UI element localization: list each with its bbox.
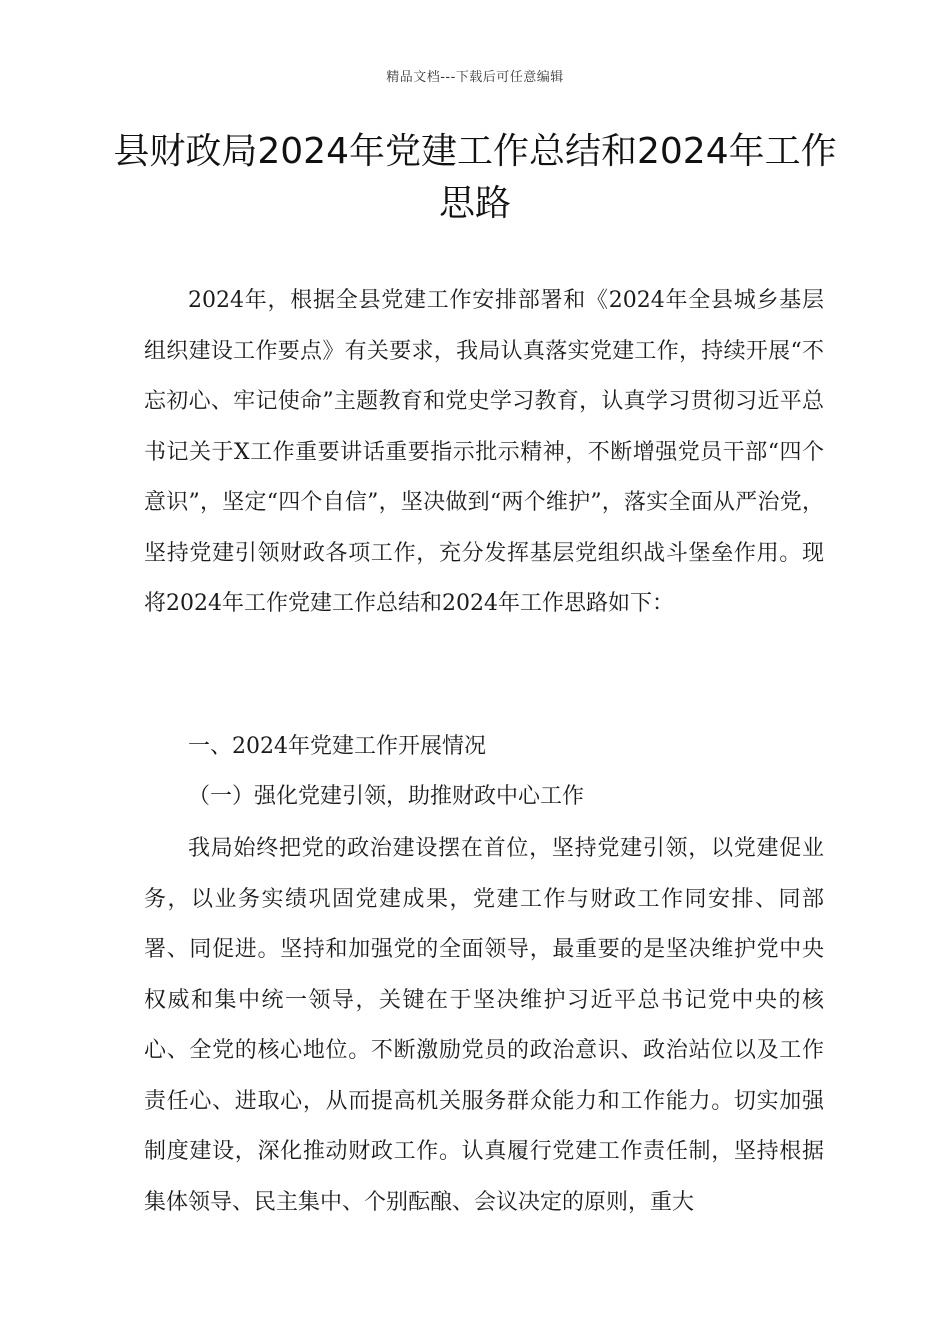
- intro-paragraph: 2024年，根据全县党建工作安排部署和《2024年全县城乡基层组织建设工作要点》有关要求，我局认真落实党建工作，持续开展“不忘初心、牢记使命”主题教育和党史学习教育，认真学习贯彻习近平总书记关于X工作重要讲话重要指示批示精神，不断增强党员干部“四个意识”，坚定“四个自信”，坚决做到“两个维护”，落实全面从严治党，坚持党建引领财政各项工作，充分发挥基层党组织战斗堡垒作用。现将2024年工作党建工作总结和2024年工作思路如下：: [144, 288, 824, 616]
- subsection-heading: （一）强化党建引领，助推财政中心工作: [188, 784, 585, 809]
- body-paragraph: 我局始终把党的政治建设摆在首位，坚持党建引领，以党建促业务，以业务实绩巩固党建成果，党建工作与财政工作同安排、同部署、同促进。坚持和加强党的全面领导，最重要的是坚决维护党中央权威和集中统一领导，关键在于坚决维护习近平总书记党中央的核心、全党的核心地位。不断激励党员的政治意识、政治站位以及工作责任心、进取心，从而提高机关服务群众能力和工作能力。切实加强制度建设，深化推动财政工作。认真履行党建工作责任制，坚持根据集体领导、民主集中、个别酝酿、会议决定的原则，重大: [144, 836, 824, 1215]
- document-title: 县财政局2024年党建工作总结和2024年工作思路: [113, 131, 837, 224]
- section-heading: 一、2024年党建工作开展情况: [188, 734, 486, 759]
- page-header-note: 精品文档---下载后可任意编辑: [386, 70, 564, 85]
